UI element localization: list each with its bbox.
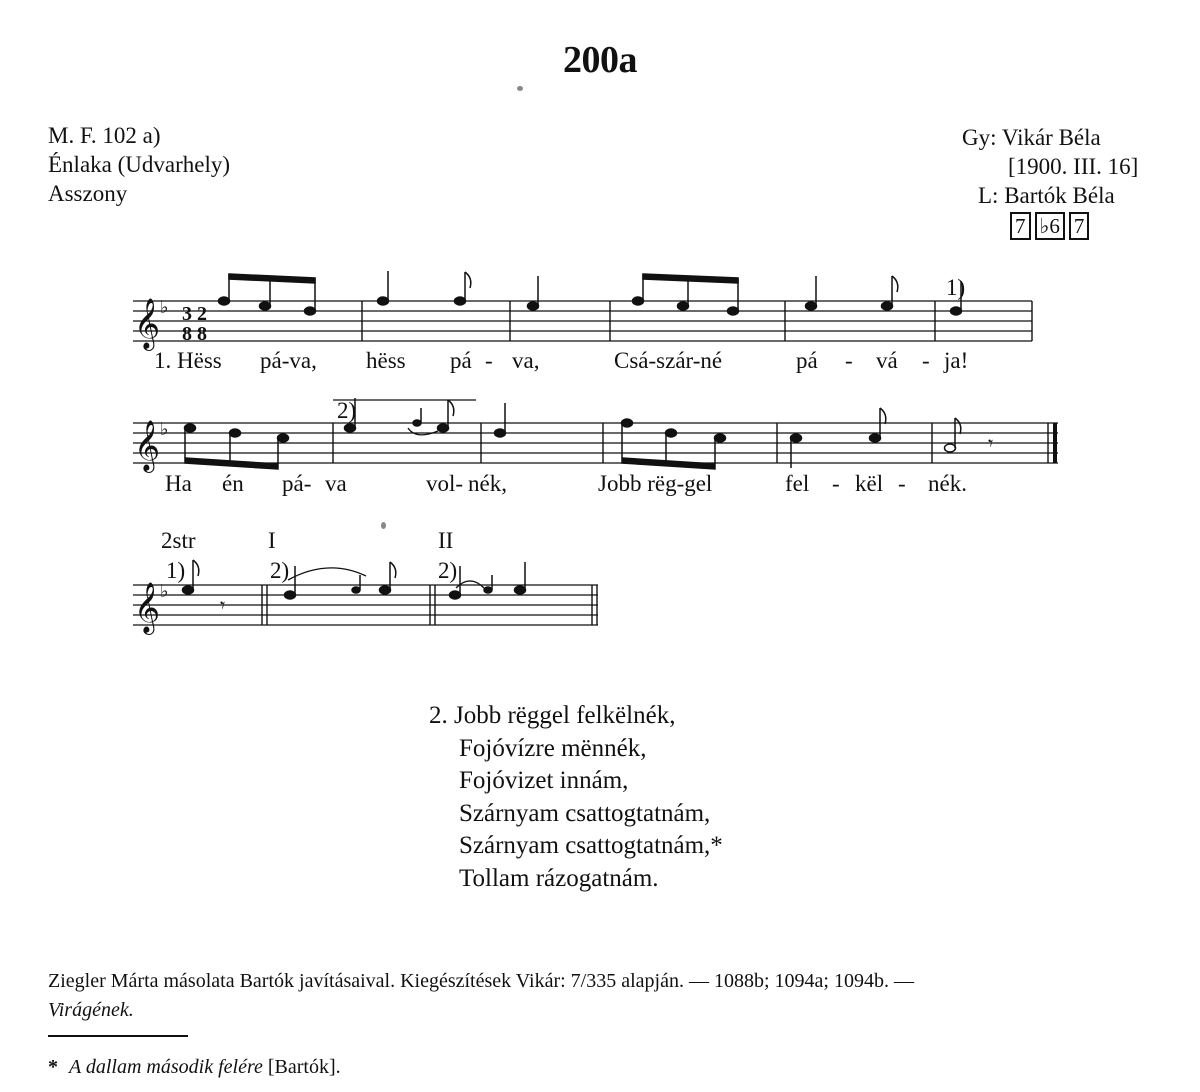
variant-mark: 2): [270, 558, 290, 583]
time-signature-bottom: 8 8: [182, 323, 207, 345]
variant-label: I: [268, 528, 276, 553]
footnote-asterisk: *: [48, 1056, 58, 1078]
variant-mark: 2): [438, 558, 458, 583]
eighth-rest-icon: 𝄾: [220, 593, 226, 617]
class-box: 7: [1010, 212, 1031, 240]
time-signature-top: 3 2: [182, 303, 207, 325]
lyric-syllable: Csá-szár-né: [614, 348, 723, 373]
flat-icon: ♭: [160, 297, 169, 318]
lyric-syllable: pá: [796, 348, 818, 373]
footnote-divider: [48, 1035, 188, 1037]
lyric-syllable: hëss: [366, 348, 406, 373]
stanza-line: 2. Jobb rëggel felkëlnék,: [429, 702, 676, 729]
variant-mark: 1): [946, 275, 966, 300]
variant-mark: 2): [337, 398, 357, 423]
footnote-text: A dallam második felére: [69, 1056, 263, 1078]
stanza-line: Szárnyam csattogtatnám,*: [459, 832, 723, 859]
lyric-syllable: ja!: [944, 348, 969, 373]
flat-icon: ♭: [160, 419, 169, 440]
class-box: 7: [1069, 212, 1090, 240]
treble-clef-icon: 𝄞: [134, 420, 161, 471]
stanza-line: Tollam rázogatnám.: [459, 864, 659, 892]
eighth-rest-icon: 𝄾: [988, 431, 994, 455]
lyric-syllable: -: [832, 471, 840, 496]
lyric-syllable: pá: [450, 348, 472, 373]
lyric-syllable: kël: [855, 471, 884, 496]
notes-3: [183, 560, 526, 599]
lyric-syllable: pá-va,: [260, 348, 317, 373]
class-box: ♭6: [1035, 212, 1065, 240]
location: Énlaka (Udvarhely): [48, 152, 231, 177]
lyric-syllable: vol-: [426, 471, 464, 496]
variant-label: II: [438, 528, 454, 553]
variant-label: 2str: [161, 528, 196, 553]
lyric-syllable: nék,: [468, 471, 507, 496]
lyric-syllable: 1. Hëss: [154, 348, 222, 373]
treble-clef-icon: 𝄞: [134, 582, 161, 633]
lyric-syllable: nék.: [928, 471, 967, 496]
footnote: [48, 1053, 341, 1082]
source-notes: [48, 967, 914, 1025]
lyric-syllable: -: [922, 348, 930, 373]
lyric-syllable: Ha: [165, 471, 192, 496]
collection-number: M. F. 102 a): [48, 123, 161, 148]
lyric-syllable: fel: [785, 471, 810, 496]
treble-clef-icon: 𝄞: [134, 298, 161, 349]
variant-mark: 1): [166, 558, 186, 583]
page-title: 200a: [563, 39, 637, 81]
collection-date: [1900. III. 16]: [1008, 154, 1139, 179]
stanza-line: Fojóvizet innám,: [459, 767, 629, 794]
lyric-syllable: Jobb rëg-gel: [598, 471, 713, 496]
stanza-line: Szárnyam csattogtatnám,: [459, 799, 711, 827]
notes-genre: Virágének.: [48, 999, 134, 1021]
lyric-syllable: -: [845, 348, 853, 373]
transcriber-line: L: Bartók Béla: [978, 183, 1115, 208]
lyric-syllable: va: [325, 471, 347, 496]
notes-text: Ziegler Márta másolata Bartók javításaival. Kiegészítések Vikár: 7/335 alapján. — 1088b; 1094a; 1094b. —: [48, 970, 914, 992]
lyric-syllable: -: [485, 348, 493, 373]
lyric-syllable: pá-: [282, 471, 312, 496]
singer: Asszony: [48, 181, 128, 206]
lyric-syllable: -: [898, 471, 906, 496]
footnote-attribution: [Bartók].: [267, 1056, 341, 1078]
stanza-2: [429, 700, 723, 895]
lyric-syllable: vá: [876, 348, 898, 373]
flat-icon: ♭: [160, 581, 169, 602]
stanza-line: Fojóvízre mënnék,: [459, 734, 647, 762]
collector-line: Gy: Vikár Béla: [962, 125, 1101, 150]
lyric-syllable: va,: [512, 348, 540, 373]
staff-2: [133, 423, 1058, 463]
notes-1: [219, 271, 962, 315]
lyric-syllable: én: [222, 471, 244, 496]
staff-3: [133, 585, 598, 625]
